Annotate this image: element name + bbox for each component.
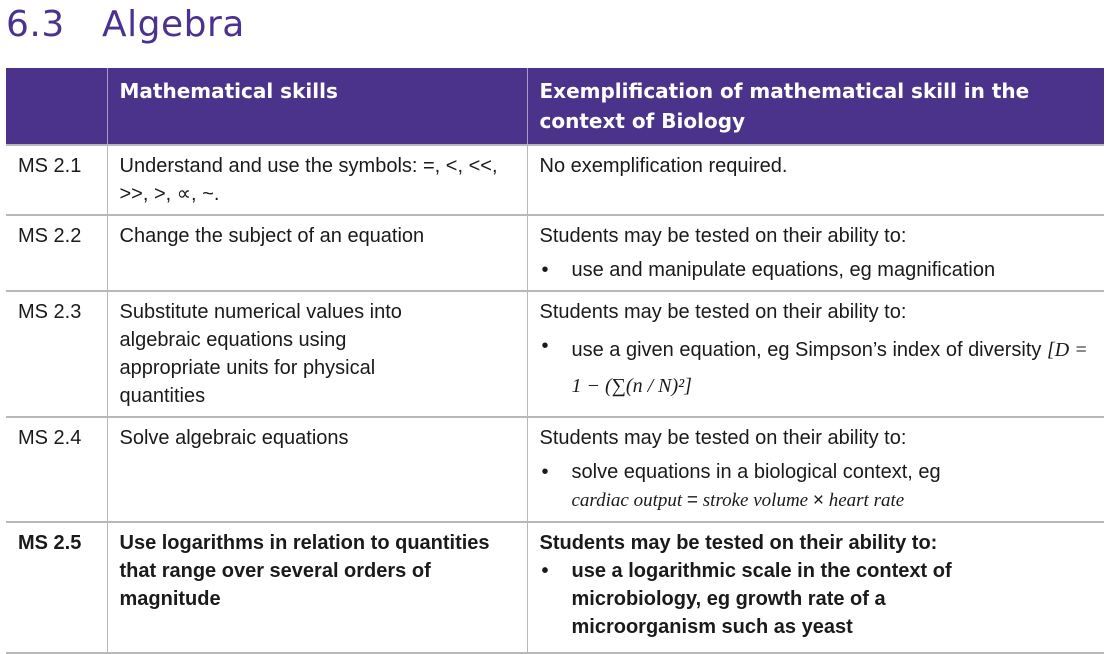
header-code <box>6 68 107 145</box>
bullet-icon: • <box>541 259 549 281</box>
row-skill: Use logarithms in relation to quantities that range over several orders of magnitude <box>107 522 527 653</box>
formula-term: cardiac output <box>571 490 683 511</box>
bullet-item <box>540 557 1093 641</box>
row-skill: Solve algebraic equations <box>107 417 527 522</box>
row-skill: Understand and use the symbols: =, <, <<, >>, >, ∝, ~. <box>107 145 527 215</box>
bullet-item <box>540 332 1093 404</box>
section-number: 6.3 <box>6 4 65 45</box>
simpson-formula: [D = 1 − (∑(n / N)²] <box>571 339 1088 397</box>
header-skills: Mathematical skills <box>107 68 527 145</box>
row-exemplification <box>527 522 1104 653</box>
section-heading <box>6 4 245 45</box>
formula-term: heart rate <box>828 490 905 511</box>
row-code: MS 2.4 <box>6 417 107 522</box>
row-code: MS 2.3 <box>6 291 107 417</box>
row-exemplification <box>527 417 1104 522</box>
table-row <box>6 215 1104 291</box>
bullet-item <box>540 458 1093 515</box>
row-exemplification: No exemplification required. <box>527 145 1104 215</box>
formula-term: stroke volume <box>702 490 809 511</box>
table-row <box>6 291 1104 417</box>
bullet-text: use and manipulate equations, eg magnification <box>571 259 996 281</box>
table-row <box>6 145 1104 215</box>
row-code: MS 2.1 <box>6 145 107 215</box>
bullet-item <box>540 256 1093 284</box>
formula-operator: × <box>812 490 824 511</box>
intro-text: Students may be tested on their ability to: <box>539 301 907 323</box>
cardiac-formula <box>572 490 905 511</box>
intro-text: Students may be tested on their ability to: <box>539 532 938 554</box>
bullet-icon: • <box>541 560 549 582</box>
intro-text: Students may be tested on their ability to: <box>539 427 907 449</box>
bullet-body: solve equations in a biological context, eg <box>571 461 941 483</box>
table-header-row <box>6 68 1104 145</box>
bullet-text <box>572 332 1093 404</box>
table-row <box>6 522 1104 653</box>
row-skill: Substitute numerical values into algebraic equations using appropriate units for physical quantities <box>107 291 527 417</box>
algebra-skills-table <box>6 68 1104 654</box>
row-code: MS 2.5 <box>6 522 107 653</box>
bullet-icon: • <box>541 335 549 357</box>
row-skill: Change the subject of an equation <box>107 215 527 291</box>
header-exemplification: Exemplification of mathematical skill in the context of Biology <box>527 68 1104 145</box>
formula-operator: = <box>686 490 699 511</box>
bullet-text: use a logarithmic scale in the context of microbiology, eg growth rate of a microorganism such as yeast <box>571 560 952 638</box>
bullet-text <box>572 458 941 515</box>
section-title: Algebra <box>102 4 245 45</box>
intro-text: Students may be tested on their ability to: <box>539 225 907 247</box>
row-code: MS 2.2 <box>6 215 107 291</box>
row-exemplification <box>527 291 1104 417</box>
bullet-icon: • <box>541 461 549 483</box>
bullet-body: use a given equation, eg Simpson’s index of diversity <box>571 339 1042 361</box>
table-row <box>6 417 1104 522</box>
row-exemplification <box>527 215 1104 291</box>
